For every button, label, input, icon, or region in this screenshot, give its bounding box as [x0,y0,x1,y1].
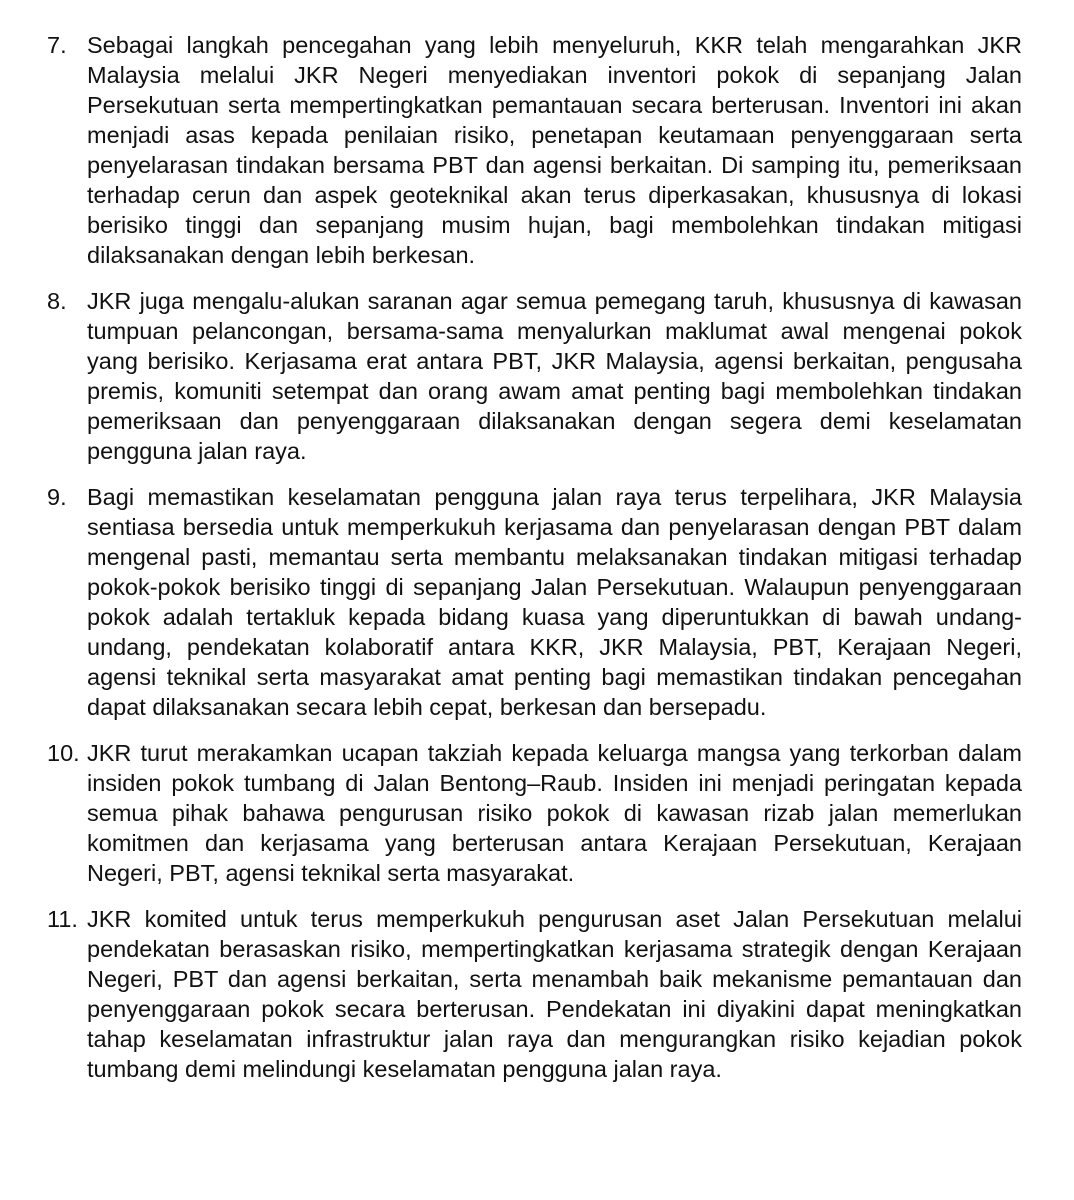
paragraph-number: 10. [47,740,80,766]
paragraph-number: 7. [47,32,67,58]
numbered-paragraph [0,286,1074,466]
paragraph-number: 9. [47,484,67,510]
paragraph-text: Sebagai langkah pencegahan yang lebih menyeluruh, KKR telah mengarahkan JKR Malaysia melalui JKR Negeri menyediakan inventori pokok di sepanjang Jalan Persekutuan serta mempertingkatkan pemantauan secara berterusan. Inventori ini akan menjadi asas kepada penilaian risiko, penetapan keutamaan penyenggaraan serta penyelarasan tindakan bersama PBT dan agensi berkaitan. Di samping itu, pemeriksaan terhadap cerun dan aspek geoteknikal akan terus diperkasakan, khususnya di lokasi berisiko tinggi dan sepanjang musim hujan, bagi membolehkan tindakan mitigasi dilaksanakan dengan lebih berkesan. [87,32,1022,268]
numbered-paragraph [0,738,1074,888]
document-page [0,30,1074,1100]
paragraph-text: JKR komited untuk terus memperkukuh pengurusan aset Jalan Persekutuan melalui pendekatan berasaskan risiko, mempertingkatkan kerjasama strategik dengan Kerajaan Negeri, PBT dan agensi berkaitan, serta menambah baik mekanisme pemantauan dan penyenggaraan pokok secara berterusan. Pendekatan ini diyakini dapat meningkatkan tahap keselamatan infrastruktur jalan raya dan mengurangkan risiko kejadian pokok tumbang demi melindungi keselamatan pengguna jalan raya. [87,906,1022,1082]
paragraph-text: JKR turut merakamkan ucapan takziah kepada keluarga mangsa yang terkorban dalam insiden pokok tumbang di Jalan Bentong–Raub. Insiden ini menjadi peringatan kepada semua pihak bahawa pengurusan risiko pokok di kawasan rizab jalan memerlukan komitmen dan kerjasama yang berterusan antara Kerajaan Persekutuan, Kerajaan Negeri, PBT, agensi teknikal serta masyarakat. [87,740,1022,886]
paragraph-text: JKR juga mengalu-alukan saranan agar semua pemegang taruh, khususnya di kawasan tumpuan pelancongan, bersama-sama menyalurkan maklumat awal mengenai pokok yang berisiko. Kerjasama erat antara PBT, JKR Malaysia, agensi berkaitan, pengusaha premis, komuniti setempat dan orang awam amat penting bagi membolehkan tindakan pemeriksaan dan penyenggaraan dilaksanakan dengan segera demi keselamatan pengguna jalan raya. [87,288,1022,464]
paragraph-number: 11. [47,906,78,932]
numbered-paragraph [0,482,1074,722]
numbered-paragraph [0,30,1074,270]
paragraph-number: 8. [47,288,67,314]
numbered-paragraph [0,904,1074,1084]
paragraph-text: Bagi memastikan keselamatan pengguna jalan raya terus terpelihara, JKR Malaysia sentiasa bersedia untuk memperkukuh kerjasama dan penyelarasan dengan PBT dalam mengenal pasti, memantau serta membantu melaksanakan tindakan mitigasi terhadap pokok-pokok berisiko tinggi di sepanjang Jalan Persekutuan. Walaupun penyenggaraan pokok adalah tertakluk kepada bidang kuasa yang diperuntukkan di bawah undang-undang, pendekatan kolaboratif antara KKR, JKR Malaysia, PBT, Kerajaan Negeri, agensi teknikal serta masyarakat amat penting bagi memastikan tindakan pencegahan dapat dilaksanakan secara lebih cepat, berkesan dan bersepadu. [87,484,1022,720]
